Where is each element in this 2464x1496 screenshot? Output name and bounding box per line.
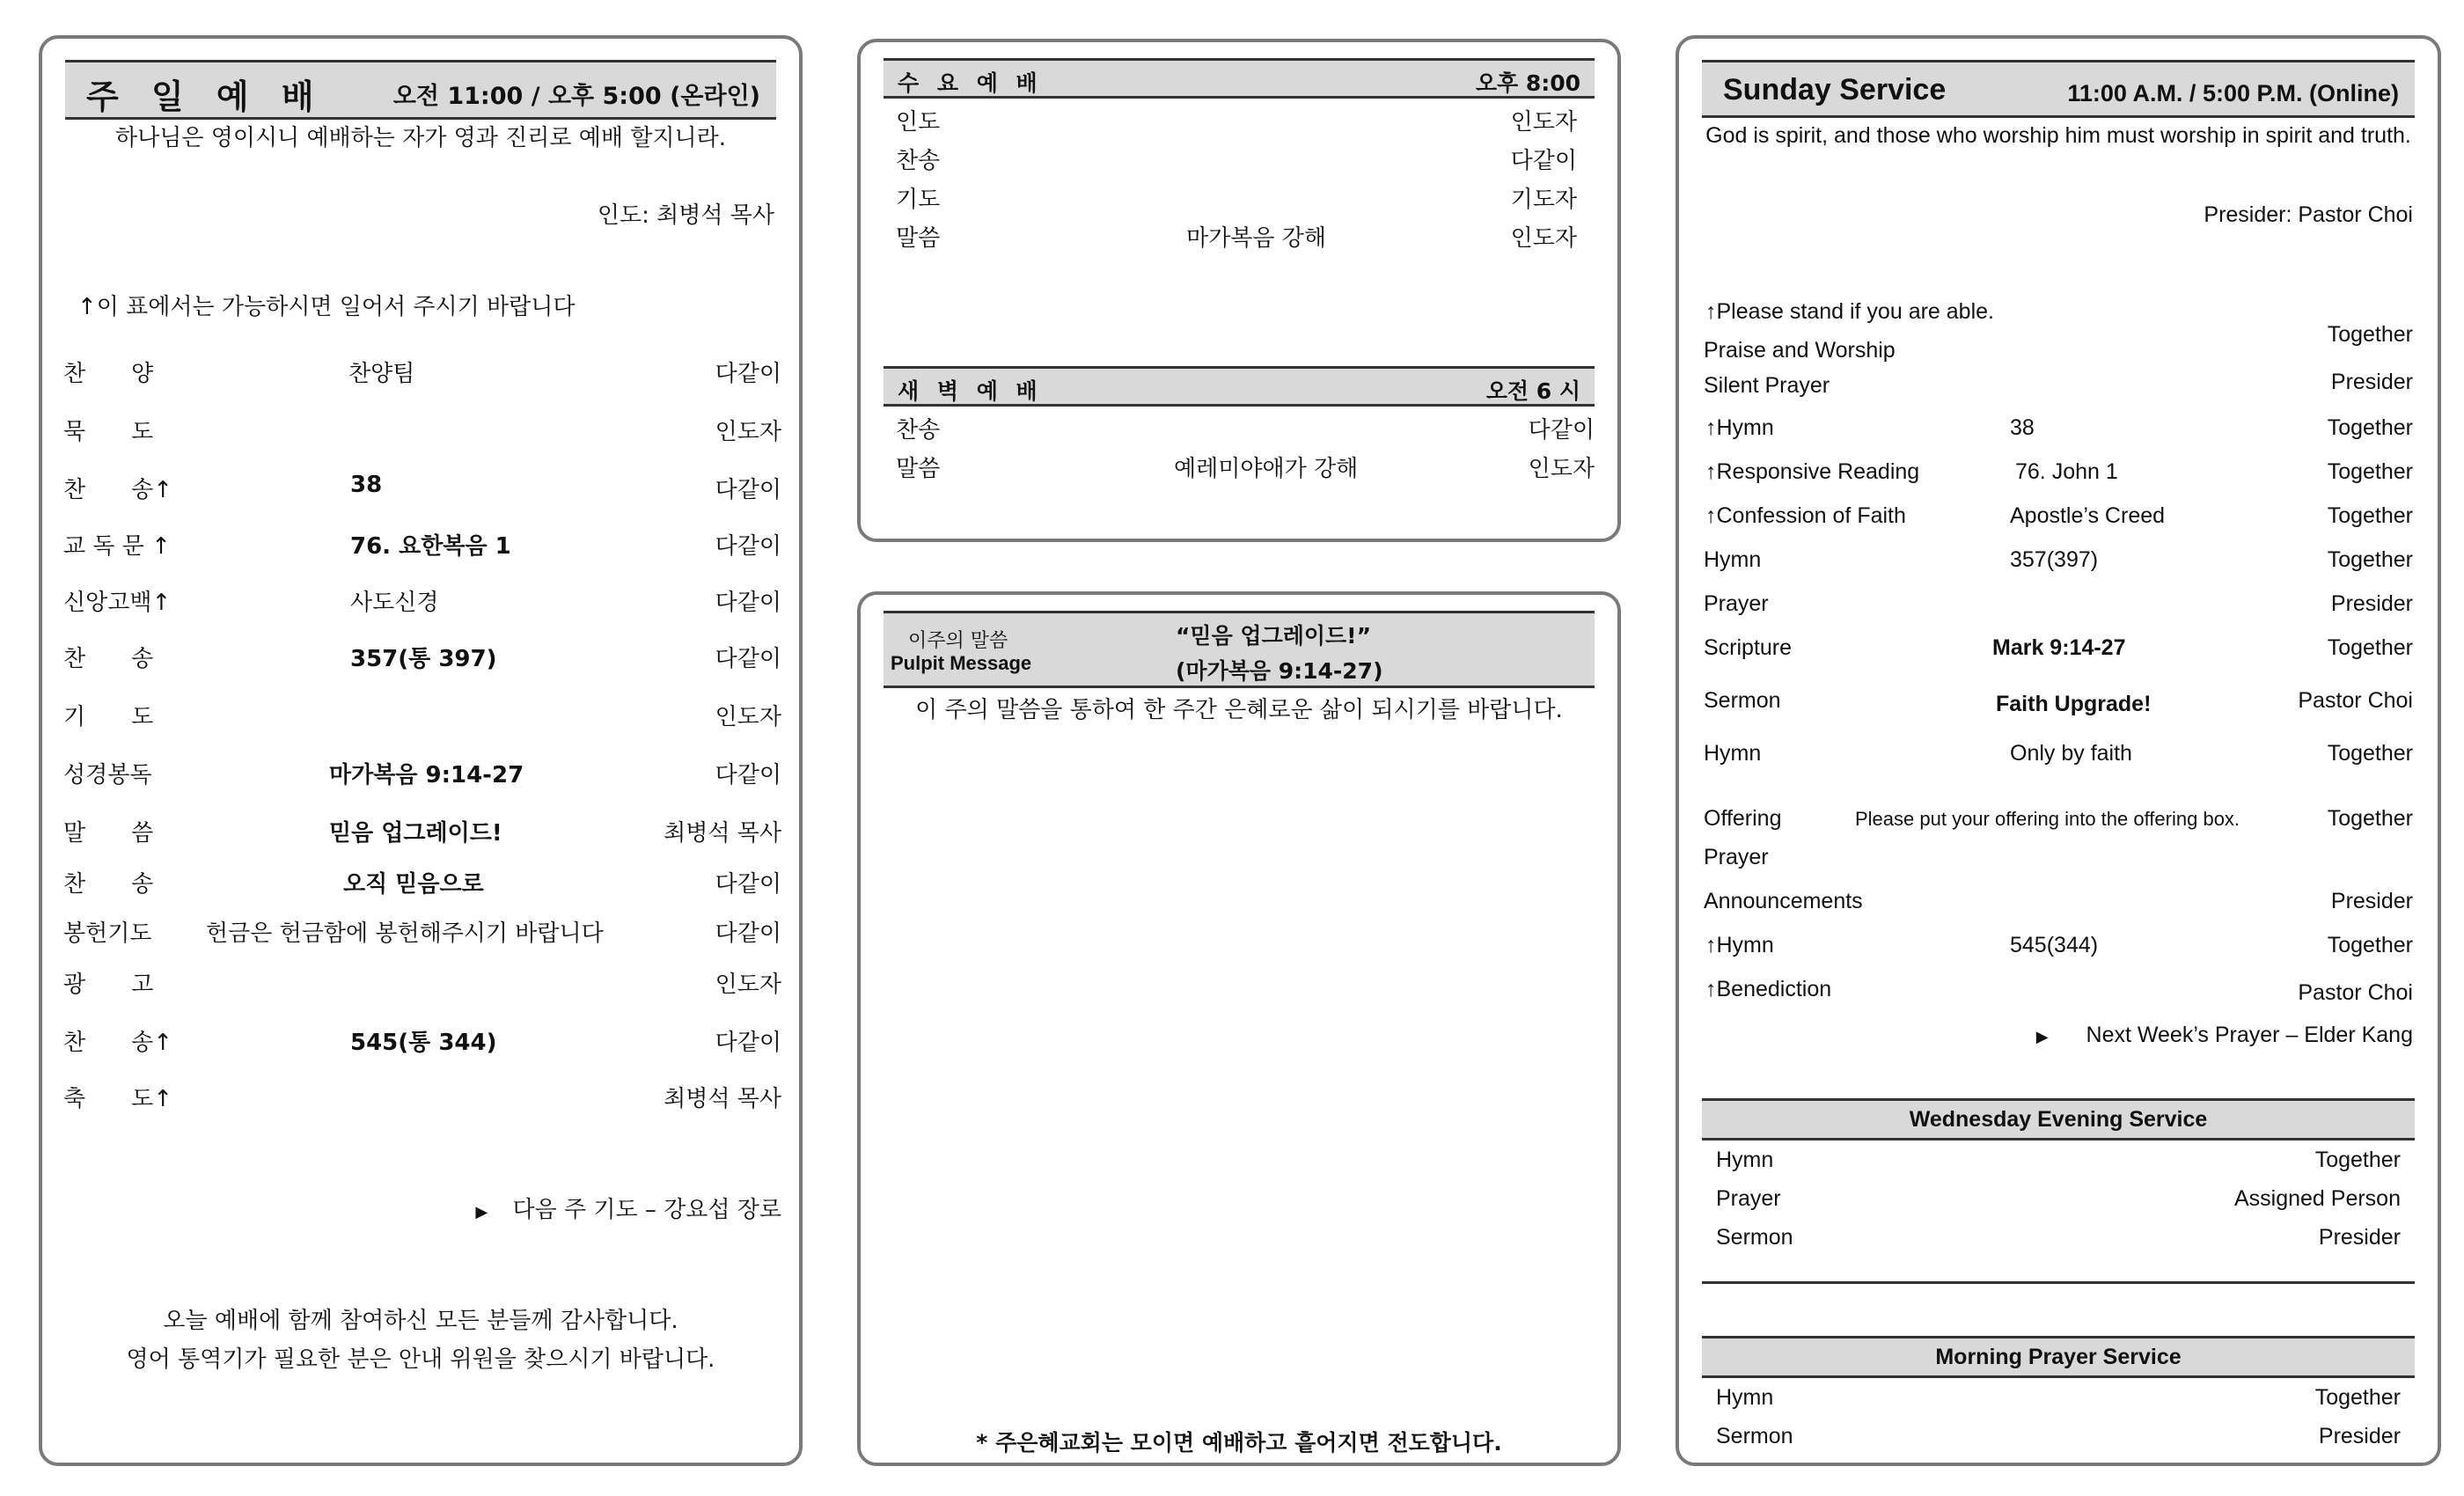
church-motto: * 주은혜교회는 모이면 예배하고 흩어지면 전도합니다. bbox=[976, 1430, 1502, 1456]
wednesday-kr-item-leader: 인도자 bbox=[1510, 109, 1577, 136]
korean-item-name: 신앙고백↑ bbox=[63, 590, 172, 616]
english-item-leader: Together bbox=[2327, 547, 2413, 572]
korean-item-name: 묵 도 bbox=[63, 419, 154, 445]
english-item-name: Hymn bbox=[1704, 547, 1762, 572]
dawn-kr-item-name: 찬송 bbox=[896, 417, 941, 444]
korean-item-name: 광 고 bbox=[63, 972, 154, 998]
korean-sunday-panel bbox=[39, 35, 803, 1466]
korean-sunday-header bbox=[65, 60, 776, 120]
korean-thanks-line-1: 오늘 예배에 함께 참여하신 모든 분들께 감사합니다. bbox=[163, 1308, 678, 1334]
korean-item-detail: 사도신경 bbox=[350, 590, 439, 616]
english-item-name: Silent Prayer bbox=[1704, 373, 1830, 398]
english-item-name: Hymn bbox=[1704, 741, 1762, 766]
korean-item-leader: 다같이 bbox=[715, 1030, 781, 1056]
wednesday-kr-item-leader: 다같이 bbox=[1510, 148, 1577, 174]
dawn-kr-title: 새 벽 예 배 bbox=[898, 378, 1043, 404]
english-item-leader: Pastor Choi bbox=[2298, 688, 2413, 713]
morning-en-item-leader: Together bbox=[2314, 1385, 2401, 1410]
korean-item-detail: 마가복음 9:14-27 bbox=[329, 762, 524, 788]
korean-item-leader: 다같이 bbox=[715, 762, 781, 788]
english-item-leader: Presider bbox=[2330, 889, 2413, 913]
english-item-detail: 76. John 1 bbox=[2015, 459, 2118, 484]
korean-thanks-line-2: 영어 통역기가 필요한 분은 안내 위원을 찾으시기 바랍니다. bbox=[126, 1346, 715, 1373]
korean-sunday-presider: 인도: 최병석 목사 bbox=[597, 202, 774, 229]
english-item-name: Prayer bbox=[1704, 845, 1769, 869]
english-sunday-header bbox=[1702, 60, 2415, 118]
wednesday-kr-item-leader: 기도자 bbox=[1510, 187, 1577, 213]
english-item-detail: Mark 9:14-27 bbox=[1992, 635, 2126, 660]
english-item-detail: 545(344) bbox=[2010, 933, 2099, 957]
english-sunday-title: Sunday Service bbox=[1723, 73, 1947, 106]
wednesday-kr-item-name: 인도 bbox=[896, 109, 941, 136]
triangle-right-icon: ▶ bbox=[475, 1203, 488, 1221]
wednesday-kr-item-name: 기도 bbox=[896, 187, 941, 213]
english-item-name: Praise and Worship bbox=[1704, 338, 1896, 363]
korean-item-detail: 믿음 업그레이드! bbox=[329, 820, 502, 847]
korean-item-name: 찬 양 bbox=[63, 361, 154, 387]
korean-item-leader: 인도자 bbox=[715, 704, 781, 730]
korean-next-week-text: 다음 주 기도 – 강요섭 장로 bbox=[512, 1197, 781, 1223]
wednesday-kr-time: 오후 8:00 bbox=[1475, 70, 1580, 96]
wednesday-en-header: Wednesday Evening Service bbox=[1702, 1098, 2415, 1140]
english-item-detail: Apostle’s Creed bbox=[2010, 503, 2166, 528]
korean-item-detail: 헌금은 헌금함에 봉헌해주시기 바랍니다 bbox=[206, 920, 604, 947]
section-divider bbox=[1702, 1281, 2415, 1284]
wednesday-en-item-leader: Assigned Person bbox=[2233, 1186, 2401, 1211]
korean-item-leader: 다같이 bbox=[715, 646, 781, 672]
english-item-detail: 357(397) bbox=[2010, 547, 2099, 572]
english-item-leader: Together bbox=[2327, 741, 2413, 766]
wednesday-kr-title: 수 요 예 배 bbox=[898, 70, 1043, 96]
english-item-leader: Together bbox=[2327, 635, 2413, 660]
korean-item-leader: 다같이 bbox=[715, 361, 781, 387]
english-sunday-panel bbox=[1676, 35, 2441, 1466]
korean-sunday-title: 주 일 예 배 bbox=[86, 77, 325, 116]
english-item-detail: Faith Upgrade! bbox=[1996, 692, 2152, 716]
korean-item-leader: 최병석 목사 bbox=[664, 820, 781, 847]
pulpit-label-en: Pulpit Message bbox=[891, 652, 1032, 674]
korean-stand-note: ↑이 표에서는 가능하시면 일어서 주시기 바랍니다 bbox=[77, 294, 576, 320]
english-item-detail: Please put your offering into the offering box. bbox=[1855, 808, 2240, 830]
dawn-kr-time: 오전 6 시 bbox=[1485, 378, 1580, 404]
pulpit-title: “믿음 업그레이드!” bbox=[1176, 623, 1372, 649]
korean-sunday-verse: 하나님은 영이시니 예배하는 자가 영과 진리로 예배 할지니라. bbox=[114, 125, 727, 151]
english-praise-leader: Together bbox=[2327, 322, 2413, 347]
korean-weekday-panel bbox=[857, 39, 1621, 542]
english-item-detail: 38 bbox=[2010, 415, 2035, 440]
pulpit-message-panel bbox=[857, 591, 1621, 1466]
english-next-week-text: Next Week’s Prayer – Elder Kang bbox=[2086, 1023, 2413, 1047]
korean-item-leader: 다같이 bbox=[715, 477, 781, 503]
english-item-name: ↑Hymn bbox=[1705, 415, 1774, 440]
wednesday-en-item-name: Prayer bbox=[1716, 1186, 1781, 1211]
morning-en-item-leader: Presider bbox=[2318, 1424, 2401, 1448]
english-item-name: Prayer bbox=[1704, 591, 1769, 616]
pulpit-reference: (마가복음 9:14-27) bbox=[1176, 658, 1383, 684]
wednesday-kr-item-detail: 마가복음 강해 bbox=[1186, 225, 1326, 252]
english-item-leader: Together bbox=[2327, 933, 2413, 957]
korean-item-leader: 인도자 bbox=[715, 972, 781, 998]
english-item-name: Sermon bbox=[1704, 688, 1781, 713]
wednesday-en-item-name: Sermon bbox=[1716, 1225, 1793, 1250]
dawn-kr-item-detail: 예레미야애가 강해 bbox=[1174, 456, 1359, 482]
english-item-leader: Together bbox=[2327, 503, 2413, 528]
english-sunday-presider: Presider: Pastor Choi bbox=[2204, 202, 2413, 227]
wednesday-kr-item-name: 찬송 bbox=[896, 148, 941, 174]
korean-item-detail: 545(통 344) bbox=[350, 1030, 497, 1056]
english-item-name: Announcements bbox=[1704, 889, 1863, 913]
korean-item-name: 봉헌기도 bbox=[63, 920, 152, 947]
morning-en-item-name: Sermon bbox=[1716, 1424, 1793, 1448]
korean-item-leader: 다같이 bbox=[715, 871, 781, 898]
korean-item-name: 기 도 bbox=[63, 704, 154, 730]
korean-item-detail: 찬양팀 bbox=[348, 361, 415, 387]
english-item-name: ↑Confession of Faith bbox=[1705, 503, 1906, 528]
english-item-leader: Together bbox=[2327, 459, 2413, 484]
dawn-kr-header bbox=[884, 366, 1595, 407]
korean-item-detail: 76. 요한복음 1 bbox=[350, 533, 511, 560]
english-item-leader: Presider bbox=[2330, 370, 2413, 394]
korean-item-leader: 인도자 bbox=[715, 419, 781, 445]
pulpit-label-kr: 이주의 말씀 bbox=[908, 630, 1008, 652]
wednesday-en-item-name: Hymn bbox=[1716, 1148, 1774, 1172]
dawn-kr-item-leader: 다같이 bbox=[1528, 417, 1595, 444]
english-item-detail: Only by faith bbox=[2010, 741, 2132, 766]
korean-next-week-prayer bbox=[475, 1192, 781, 1224]
wednesday-kr-header bbox=[884, 58, 1595, 99]
korean-item-name: 찬 송↑ bbox=[63, 1030, 173, 1056]
english-stand-note: ↑Please stand if you are able. bbox=[1705, 299, 1994, 324]
dawn-kr-item-name: 말씀 bbox=[896, 456, 941, 482]
english-sunday-verse: God is spirit, and those who worship him must worship in spirit and truth. bbox=[1705, 123, 2411, 148]
english-item-leader: Pastor Choi bbox=[2298, 980, 2413, 1005]
korean-item-name: 찬 송 bbox=[63, 871, 154, 898]
wednesday-kr-item-name: 말씀 bbox=[896, 225, 941, 252]
korean-item-detail: 38 bbox=[350, 472, 383, 498]
english-item-name: ↑Benediction bbox=[1705, 977, 1832, 1001]
english-item-leader: Together bbox=[2327, 415, 2413, 440]
korean-item-name: 성경봉독 bbox=[63, 762, 152, 788]
pulpit-subtitle: 이 주의 말씀을 통하여 한 주간 은혜로운 삶이 되시기를 바랍니다. bbox=[915, 697, 1563, 723]
english-item-leader: Together bbox=[2327, 806, 2413, 831]
korean-item-leader: 다같이 bbox=[715, 533, 781, 560]
korean-item-detail: 오직 믿음으로 bbox=[343, 871, 484, 898]
korean-item-detail: 357(통 397) bbox=[350, 646, 497, 672]
english-item-name: Scripture bbox=[1704, 635, 1793, 660]
triangle-right-icon: ▶ bbox=[2035, 1028, 2049, 1045]
morning-en-item-name: Hymn bbox=[1716, 1385, 1774, 1410]
korean-item-leader: 최병석 목사 bbox=[664, 1086, 781, 1112]
wednesday-en-item-leader: Together bbox=[2314, 1148, 2401, 1172]
korean-item-leader: 다같이 bbox=[715, 590, 781, 616]
wednesday-en-item-leader: Presider bbox=[2318, 1225, 2401, 1250]
korean-sunday-time: 오전 11:00 / 오후 5:00 (온라인) bbox=[392, 83, 760, 110]
english-item-name: ↑Hymn bbox=[1705, 933, 1774, 957]
korean-item-name: 찬 송↑ bbox=[63, 477, 173, 503]
english-item-name: ↑Responsive Reading bbox=[1705, 459, 1920, 484]
english-item-leader: Presider bbox=[2330, 591, 2413, 616]
wednesday-kr-item-leader: 인도자 bbox=[1510, 225, 1577, 252]
korean-item-name: 말 씀 bbox=[63, 820, 154, 847]
korean-item-name: 찬 송 bbox=[63, 646, 154, 672]
english-item-name: Offering bbox=[1704, 806, 1782, 831]
dawn-kr-item-leader: 인도자 bbox=[1528, 456, 1595, 482]
morning-en-header: Morning Prayer Service bbox=[1702, 1336, 2415, 1378]
pulpit-header bbox=[884, 611, 1595, 688]
korean-item-name: 교 독 문 ↑ bbox=[63, 533, 171, 560]
korean-item-leader: 다같이 bbox=[715, 920, 781, 947]
english-next-week-prayer bbox=[2036, 1023, 2413, 1048]
korean-item-name: 축 도↑ bbox=[63, 1086, 173, 1112]
english-sunday-time: 11:00 A.M. / 5:00 P.M. (Online) bbox=[2067, 80, 2399, 106]
